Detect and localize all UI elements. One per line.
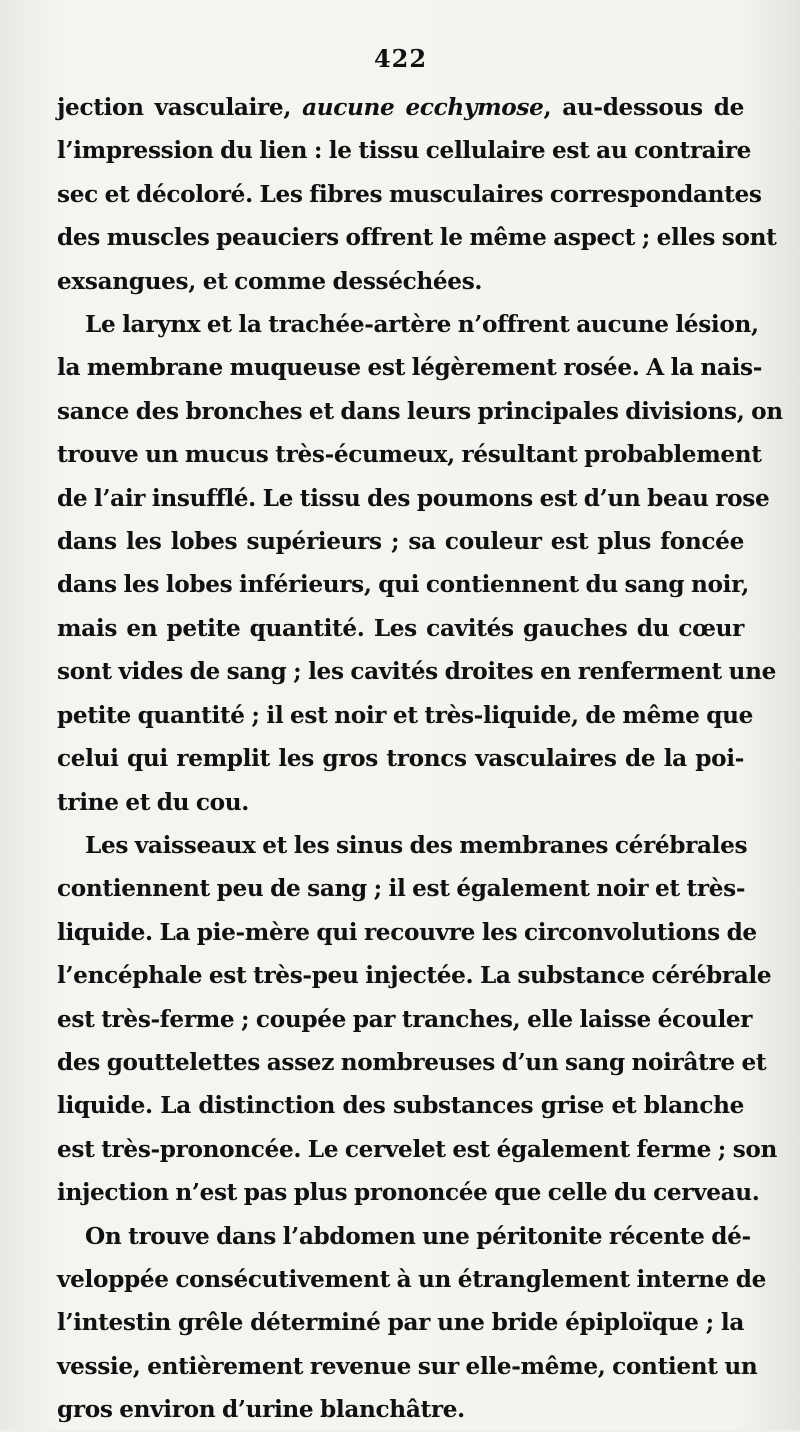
text-line: celui qui remplit les gros troncs vasculaires de la poi- — [57, 745, 744, 773]
text-fragment: jection vasculaire, — [57, 94, 303, 121]
text-line: On trouve dans l’abdomen une péritonite récente dé- — [85, 1222, 751, 1250]
text-line: est très-prononcée. Le cervelet est également ferme ; son — [57, 1135, 778, 1163]
paragraph — [57, 86, 777, 303]
text-fragment: , au-dessous de — [543, 94, 744, 121]
text-line: sance des bronches et dans leurs principales divisions, on — [57, 397, 783, 425]
text-line: dans les lobes supérieurs ; sa couleur est plus foncée — [57, 528, 744, 556]
text-line: veloppée consécutivement à un étranglement interne de — [57, 1265, 767, 1293]
paragraph — [57, 303, 783, 824]
text-line: l’intestin grêle déterminé par une bride épiploïque ; la — [57, 1309, 744, 1337]
text-line: l’impression du lien : le tissu cellulaire est au contraire — [57, 137, 752, 165]
text-line — [57, 86, 744, 129]
text-line: liquide. La distinction des substances grise et blanche — [57, 1092, 744, 1120]
text-line: sont vides de sang ; les cavités droites en renferment une — [57, 658, 776, 686]
text-line: trine et du cou. — [57, 788, 250, 816]
text-line: est très-ferme ; coupée par tranches, elle laisse écouler — [57, 1005, 753, 1033]
text-line: liquide. La pie-mère qui recouvre les circonvolutions de — [57, 918, 757, 946]
text-line: Le larynx et la trachée-artère n’offrent aucune lésion, — [85, 311, 759, 339]
text-line: Les vaisseaux et les sinus des membranes cérébrales — [85, 831, 748, 859]
text-line: mais en petite quantité. Les cavités gauches du cœur — [57, 614, 744, 642]
text-line: trouve un mucus très-écumeux, résultant probablement — [57, 441, 762, 469]
text-line: injection n’est pas plus prononcée que celle du cerveau. — [57, 1179, 760, 1207]
text-line: contiennent peu de sang ; il est également noir et très- — [57, 875, 746, 903]
text-line: la membrane muqueuse est légèrement rosée. A la nais- — [57, 354, 763, 382]
paragraph — [57, 824, 778, 1215]
text-line: des muscles peauciers offrent le même aspect ; elles sont — [57, 224, 777, 252]
text-line: des gouttelettes assez nombreuses d’un sang noirâtre et — [57, 1048, 767, 1076]
text-line: sec et décoloré. Les fibres musculaires correspondantes — [57, 180, 762, 208]
paragraph — [57, 1215, 767, 1432]
text-line: exsangues, et comme desséchées. — [57, 267, 483, 295]
text-line: gros environ d’urine blanchâtre. — [57, 1396, 465, 1424]
page-number: 422 — [373, 44, 428, 73]
text-line: vessie, entièrement revenue sur elle-même, contient un — [57, 1352, 758, 1380]
text-line: de l’air insufflé. Le tissu des poumons est d’un beau rose — [57, 484, 770, 512]
text-body — [57, 86, 783, 1432]
italic-phrase: aucune ecchymose — [302, 94, 544, 121]
text-line: dans les lobes inférieurs, qui contiennent du sang noir, — [57, 571, 750, 599]
text-line: l’encéphale est très-peu injectée. La substance cérébrale — [57, 962, 772, 990]
text-line: petite quantité ; il est noir et très-liquide, de même que — [57, 701, 754, 729]
